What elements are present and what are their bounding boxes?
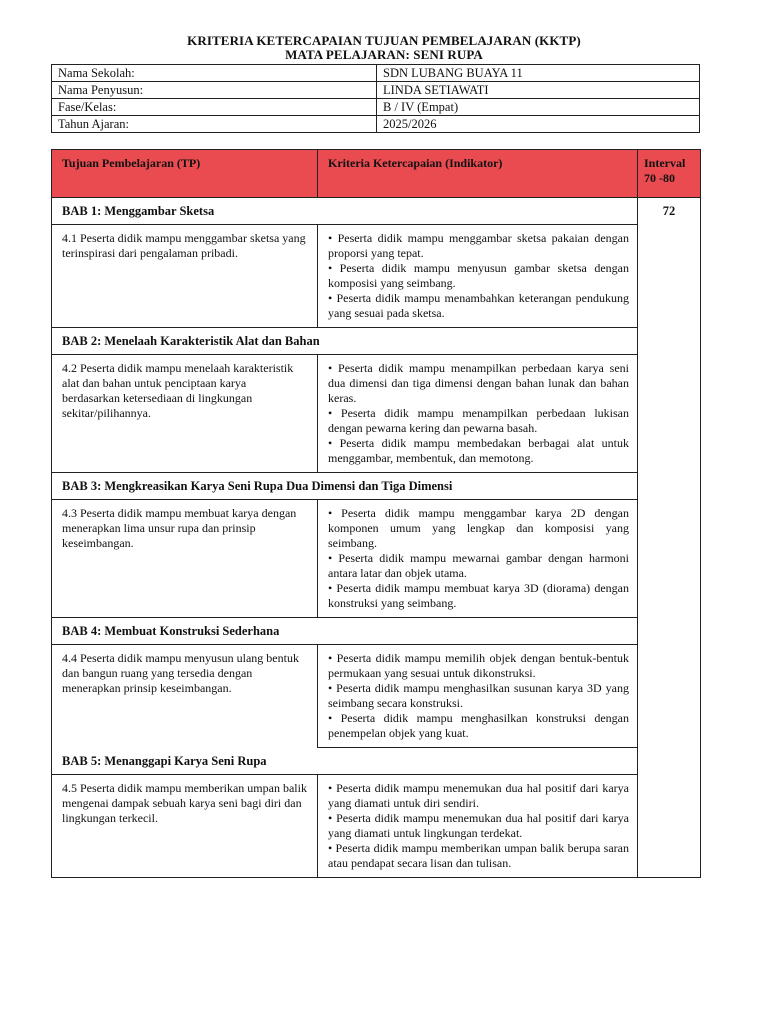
learning-objective: 4.5 Peserta didik mampu memberikan umpan balik mengenai dampak sebuah karya seni bagi diri dan lingkungan terkecil. <box>52 775 318 878</box>
document-subtitle: MATA PELAJARAN: SENI RUPA <box>285 47 483 62</box>
chapter-title: BAB 3: Mengkreasikan Karya Seni Rupa Dua Dimensi dan Tiga Dimensi <box>52 473 638 500</box>
content-row <box>52 775 701 878</box>
content-row <box>52 645 701 748</box>
info-row <box>52 99 700 116</box>
indicator-list <box>318 645 638 748</box>
info-value: 2025/2026 <box>377 116 700 133</box>
chapter-row <box>52 328 701 355</box>
info-value: B / IV (Empat) <box>377 99 700 116</box>
info-label: Fase/Kelas: <box>52 99 377 116</box>
learning-objective: 4.3 Peserta didik mampu membuat karya dengan menerapkan lima unsur rupa dan prinsip keseimbangan. <box>52 500 318 618</box>
info-row <box>52 116 700 133</box>
indicator-item: • Peserta didik mampu menampilkan perbedaan karya seni dua dimensi dan tiga dimensi dengan bahan lunak dan bahan keras. <box>328 361 629 405</box>
indicator-list <box>318 500 638 618</box>
info-label: Tahun Ajaran: <box>52 116 377 133</box>
indicator-item: • Peserta didik mampu menghasilkan susunan karya 3D yang seimbang secara konstruksi. <box>328 681 629 710</box>
content-row <box>52 355 701 473</box>
indicator-item: • Peserta didik mampu menghasilkan konstruksi dengan penempelan objek yang kuat. <box>328 711 629 740</box>
indicator-item: • Peserta didik mampu menampilkan perbedaan lukisan dengan pewarna kering dan pewarna basah. <box>328 406 629 435</box>
info-table <box>51 64 700 133</box>
info-label: Nama Sekolah: <box>52 65 377 82</box>
chapter-title: BAB 4: Membuat Konstruksi Sederhana <box>52 618 638 645</box>
indicator-item: • Peserta didik mampu membedakan berbagai alat untuk menggambar, membentuk, dan memotong. <box>328 436 629 465</box>
document-title: KRITERIA KETERCAPAIAN TUJUAN PEMBELAJARAN (KKTP) <box>187 33 581 48</box>
header-interval-label: Interval <box>644 156 686 170</box>
chapter-title: BAB 2: Menelaah Karakteristik Alat dan Bahan <box>52 328 638 355</box>
learning-objective: 4.2 Peserta didik mampu menelaah karakteristik alat dan bahan untuk penciptaan karya berdasarkan ketersediaan di lingkungan sekitar/pilihannya. <box>52 355 318 473</box>
info-row <box>52 65 700 82</box>
chapter-row <box>52 748 701 775</box>
indicator-list <box>318 225 638 328</box>
score-cell: 72 <box>638 198 701 878</box>
indicator-item: • Peserta didik mampu mewarnai gambar dengan harmoni antara latar dan objek utama. <box>328 551 629 580</box>
chapter-row <box>52 473 701 500</box>
header-tp: Tujuan Pembelajaran (TP) <box>52 150 318 198</box>
info-label: Nama Penyusun: <box>52 82 377 99</box>
chapter-row <box>52 198 701 225</box>
content-row <box>52 500 701 618</box>
learning-objective: 4.4 Peserta didik mampu menyusun ulang bentuk dan bangun ruang yang tersedia dengan menerapkan prinsip keseimbangan. <box>52 645 318 748</box>
indicator-item: • Peserta didik mampu menggambar karya 2D dengan komponen umum yang lengkap dan komposisi yang seimbang. <box>328 506 629 550</box>
header-interval-range: 70 -80 <box>644 171 675 185</box>
chapter-row <box>52 618 701 645</box>
header-interval <box>638 150 701 198</box>
chapter-title: BAB 1: Menggambar Sketsa <box>52 198 638 225</box>
criteria-table <box>51 149 701 878</box>
indicator-item: • Peserta didik mampu menyusun gambar sketsa dengan komposisi yang seimbang. <box>328 261 629 290</box>
info-value: SDN LUBANG BUAYA 11 <box>377 65 700 82</box>
indicator-item: • Peserta didik mampu membuat karya 3D (diorama) dengan konstruksi yang seimbang. <box>328 581 629 610</box>
indicator-item: • Peserta didik mampu menambahkan keterangan pendukung yang sesuai pada sketsa. <box>328 291 629 320</box>
learning-objective: 4.1 Peserta didik mampu menggambar sketsa yang terinspirasi dari pengalaman pribadi. <box>52 225 318 328</box>
table-header <box>52 150 701 198</box>
indicator-item: • Peserta didik mampu menemukan dua hal positif dari karya yang diamati untuk diri sendiri. <box>328 781 629 810</box>
content-row <box>52 225 701 328</box>
indicator-list <box>318 355 638 473</box>
indicator-item: • Peserta didik mampu memberikan umpan balik berupa saran atau pendapat secara lisan dan tulisan. <box>328 841 629 870</box>
indicator-item: • Peserta didik mampu memilih objek dengan bentuk-bentuk permukaan yang sesuai untuk dikonstruksi. <box>328 651 629 680</box>
info-row <box>52 82 700 99</box>
chapter-title: BAB 5: Menanggapi Karya Seni Rupa <box>52 748 638 775</box>
header-kriteria: Kriteria Ketercapaian (Indikator) <box>318 150 638 198</box>
info-value: LINDA SETIAWATI <box>377 82 700 99</box>
indicator-item: • Peserta didik mampu menemukan dua hal positif dari karya yang diamati untuk lingkungan terdekat. <box>328 811 629 840</box>
indicator-item: • Peserta didik mampu menggambar sketsa pakaian dengan proporsi yang tepat. <box>328 231 629 260</box>
indicator-list <box>318 775 638 878</box>
